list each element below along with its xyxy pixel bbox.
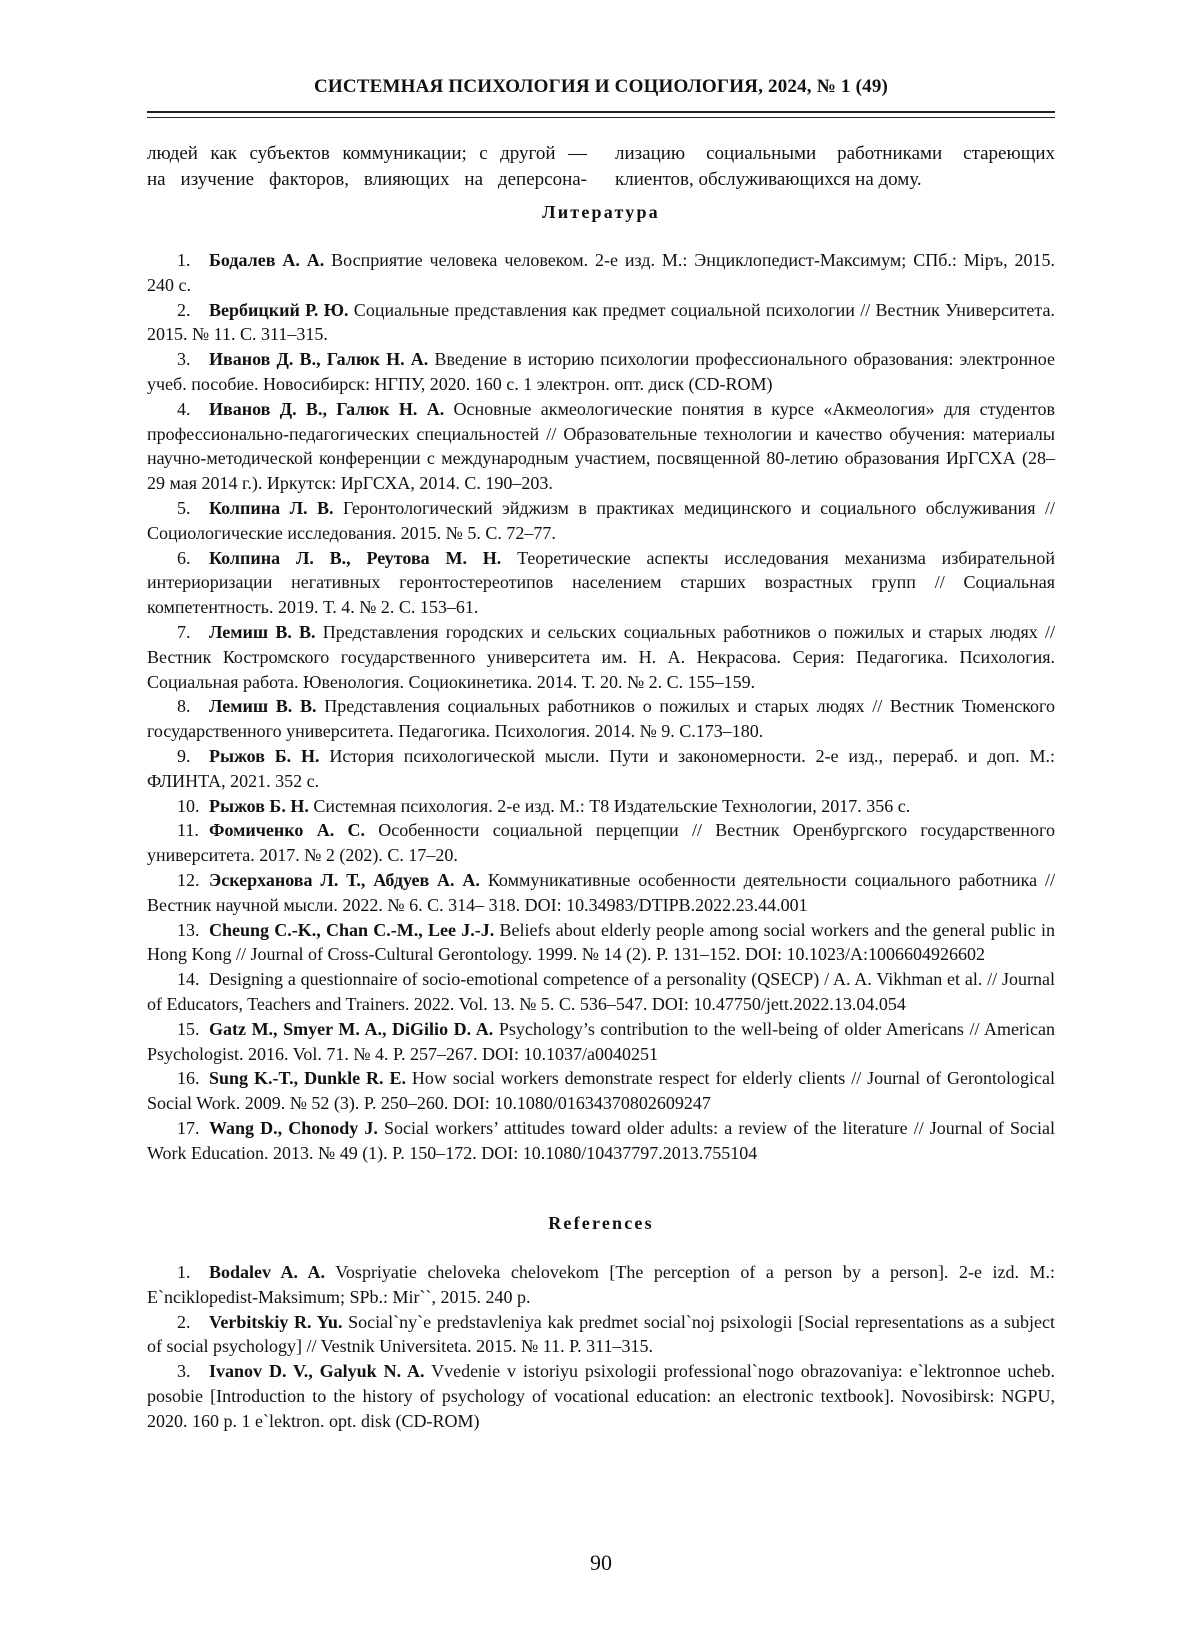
reference-authors: Wang D., Chonody J. xyxy=(209,1117,378,1138)
reference-authors: Sung K.-T., Dunkle R. E. xyxy=(209,1068,406,1089)
references-list xyxy=(147,1260,1055,1434)
reference-item xyxy=(147,694,1055,744)
reference-authors: Иванов Д. В., Галюк Н. А. xyxy=(209,398,445,419)
reference-item xyxy=(147,347,1055,397)
header-rule-thick xyxy=(147,111,1055,113)
reference-number: 15. xyxy=(177,1018,200,1039)
reference-authors: Cheung C.-K., Chan C.-M., Lee J.-J. xyxy=(209,919,495,940)
reference-authors: Эскерханова Л. Т., Абдуев А. А. xyxy=(209,869,480,890)
reference-item xyxy=(147,620,1055,694)
intro-left-line-2: на изучение факторов, влияющих на деперсона- xyxy=(147,169,587,190)
reference-item xyxy=(147,397,1055,496)
reference-text: Beliefs about elderly people among social workers and the general public in Hong Kong // Journal of Cross-Cultural Gerontology. 1999. № 14 (2). P. 131–152. DOI: 10.1023/A:1006604926602 xyxy=(147,919,1056,965)
reference-text: Psychology’s contribution to the well-being of older Americans // American Psychologist. 2016. Vol. 71. № 4. P. 257–267. DOI: 10.1037/a0040251 xyxy=(147,1018,1056,1064)
reference-number: 7. xyxy=(177,621,191,642)
reference-text: Vospriyatie cheloveka chelovekom [The perception of a person by a person]. 2-e izd. M.: E`nciklopedist-Maksimum; SPb.: Mir``, 2015. 240 p. xyxy=(147,1262,1055,1307)
reference-number: 12. xyxy=(177,869,200,890)
literature-list xyxy=(147,248,1055,1165)
reference-item xyxy=(147,496,1055,546)
reference-number: 2. xyxy=(177,299,191,320)
journal-header: СИСТЕМНАЯ ПСИХОЛОГИЯ И СОЦИОЛОГИЯ, 2024, № 1 (49) xyxy=(313,76,889,97)
reference-authors: Bodalev A. A. xyxy=(209,1262,326,1282)
reference-number: 5. xyxy=(177,497,191,518)
reference-number: 4. xyxy=(177,398,191,419)
reference-authors: Gatz M., Smyer M. A., DiGilio D. A. xyxy=(209,1018,494,1039)
reference-text: Представления городских и сельских социальных работников о пожилых и старых людях // Вестник Костромского государственного университета им. Н. А. Некрасова. Серия: Педагогика. Психология. Социальная работа. Ювенология. Социокинетика. 2014. Т. 20. № 2. С. 155–159. xyxy=(147,621,1055,692)
reference-number: 3. xyxy=(177,1361,191,1382)
reference-item xyxy=(147,298,1055,348)
reference-number: 8. xyxy=(177,696,191,717)
reference-number: 3. xyxy=(177,349,191,370)
reference-item xyxy=(147,1359,1055,1433)
intro-columns xyxy=(147,141,1055,193)
header-rule-thin xyxy=(147,117,1055,118)
reference-authors: Ivanov D. V., Galyuk N. A. xyxy=(209,1361,425,1382)
reference-text: Основные акмеологические понятия в курсе «Акмеология» для студентов профессионально-педагогических специальностей // Образовательные технологии и качество обучения: материалы научно-методической конференции с международным участием, посвященной 80-летию образования ИрГСХА (28–29 мая 2014 г.). Иркутск: ИрГСХА, 2014. С. 190–203. xyxy=(147,398,1055,494)
reference-authors: Verbitskiy R. Yu. xyxy=(209,1311,343,1332)
reference-number: 13. xyxy=(177,919,200,940)
reference-number: 1. xyxy=(177,1262,191,1282)
intro-right-line-2: клиентов, обслуживающихся на дому. xyxy=(615,169,922,190)
reference-text: Social workers’ attitudes toward older adults: a review of the literature // Journal of Social Work Education. 2013. № 49 (1). P. 150–172. DOI: 10.1080/10437797.2013.755104 xyxy=(147,1117,1055,1163)
literature-title: Литература xyxy=(542,202,660,222)
reference-item xyxy=(147,1116,1055,1166)
reference-item xyxy=(147,868,1055,918)
reference-text: Social`ny`e predstavleniya kak predmet social`noj psixologii [Social representations as a subject of social psychology] // Vestnik Universiteta. 2015. № 11. P. 311–315. xyxy=(147,1311,1055,1357)
reference-text: Восприятие человека человеком. 2-е изд. М.: Энциклопедист-Максимум; СПб.: Міръ, 2015. 240 с. xyxy=(147,250,1055,295)
reference-item xyxy=(147,918,1055,968)
reference-number: 10. xyxy=(177,795,200,816)
reference-text: История психологической мысли. Пути и закономерности. 2-е изд., перераб. и доп. М.: ФЛИНТА, 2021. 352 с. xyxy=(147,745,1056,791)
reference-authors: Колпина Л. В., Реутова М. Н. xyxy=(209,547,502,568)
reference-item xyxy=(147,1017,1055,1067)
reference-authors: Бодалев А. А. xyxy=(209,250,325,270)
reference-text: Системная психология. 2-е изд. М.: Т8 Издательские Технологии, 2017. 356 с. xyxy=(308,795,911,816)
reference-item xyxy=(147,794,1055,819)
reference-number: 14. xyxy=(177,969,200,990)
reference-number: 6. xyxy=(177,547,191,568)
reference-authors: Вербицкий Р. Ю. xyxy=(209,299,349,320)
reference-number: 16. xyxy=(177,1068,200,1089)
reference-text: Социальные представления как предмет социальной психологии // Вестник Университета. 2015. № 11. С. 311–315. xyxy=(147,299,1055,345)
reference-authors: Рыжов Б. Н. xyxy=(209,745,320,766)
reference-item xyxy=(147,248,1055,298)
reference-number: 11. xyxy=(177,820,199,841)
reference-item xyxy=(147,967,1055,1017)
reference-text: Представления социальных работников о пожилых и старых людях // Вестник Тюменского государственного университета. Педагогика. Психология. 2014. № 9. С.173–180. xyxy=(147,696,1055,742)
reference-item xyxy=(147,818,1055,868)
reference-number: 1. xyxy=(177,250,191,270)
reference-authors: Иванов Д. В., Галюк Н. А. xyxy=(209,349,429,370)
intro-left-column xyxy=(147,141,587,193)
reference-text: Геронтологический эйджизм в практиках медицинского и социального обслуживания // Социологические исследования. 2015. № 5. С. 72–77. xyxy=(147,497,1055,543)
reference-text: Vvedenie v istoriyu psixologii professional`nogo obrazovaniya: e`lektronnoe ucheb. posobie [Introduction to the history of psychology of vocational education: an electronic textbook]. Novosibirsk: NGPU, 2020. 160 p. 1 e`lektron. opt. disk (CD-ROM) xyxy=(147,1361,1055,1431)
reference-text: Особенности социальной перцепции // Вестник Оренбургского государственного университета. 2017. № 2 (202). С. 17–20. xyxy=(147,820,1055,866)
references-title: References xyxy=(548,1213,654,1233)
reference-item xyxy=(147,1066,1055,1116)
reference-text: How social workers demonstrate respect for elderly clients // Journal of Gerontological Social Work. 2009. № 52 (3). P. 250–260. DOI: 10.1080/01634370802609247 xyxy=(147,1068,1055,1114)
reference-item xyxy=(147,1260,1055,1310)
intro-right-line-1: лизацию социальными работниками стареющих xyxy=(615,143,1055,164)
reference-text: Designing a questionnaire of socio-emotional competence of a personality (QSECP) / A. A. Vikhman et al. // Journal of Educators, Teachers and Trainers. 2022. Vol. 13. № 5. С. 536–547. DOI: 10.47750/jett.2022.13.04.054 xyxy=(147,969,1055,1014)
intro-right-column xyxy=(615,141,1055,193)
reference-authors: Фомиченко А. С. xyxy=(209,820,365,841)
reference-text: Теоретические аспекты исследования механизма избирательной интериоризации негативных геронтостереотипов населением старших возрастных групп // Социальная компетентность. 2019. Т. 4. № 2. С. 153–61. xyxy=(147,547,1055,618)
reference-number: 2. xyxy=(177,1311,191,1332)
reference-item xyxy=(147,1310,1055,1360)
reference-text: Коммуникативные особенности деятельности социального работника // Вестник научной мысли. 2022. № 6. С. 314– 318. DOI: 10.34983/DTIPB.2022.23.44.001 xyxy=(147,869,1055,915)
reference-authors: Лемиш В. В. xyxy=(209,621,316,642)
reference-number: 17. xyxy=(177,1117,200,1138)
reference-number: 9. xyxy=(177,745,191,766)
reference-authors: Лемиш В. В. xyxy=(209,696,317,717)
reference-authors: Рыжов Б. Н. xyxy=(209,795,309,816)
reference-authors: Колпина Л. В. xyxy=(209,497,334,518)
reference-item xyxy=(147,546,1055,620)
page-number: 90 xyxy=(590,1550,612,1575)
reference-item xyxy=(147,744,1055,794)
intro-left-line-1: людей как субъектов коммуникации; с другой — xyxy=(147,143,587,164)
reference-text: Введение в историю психологии профессионального образования: электронное учеб. пособие. Новосибирск: НГПУ, 2020. 160 с. 1 электрон. опт. диск (CD-ROM) xyxy=(147,349,1056,394)
